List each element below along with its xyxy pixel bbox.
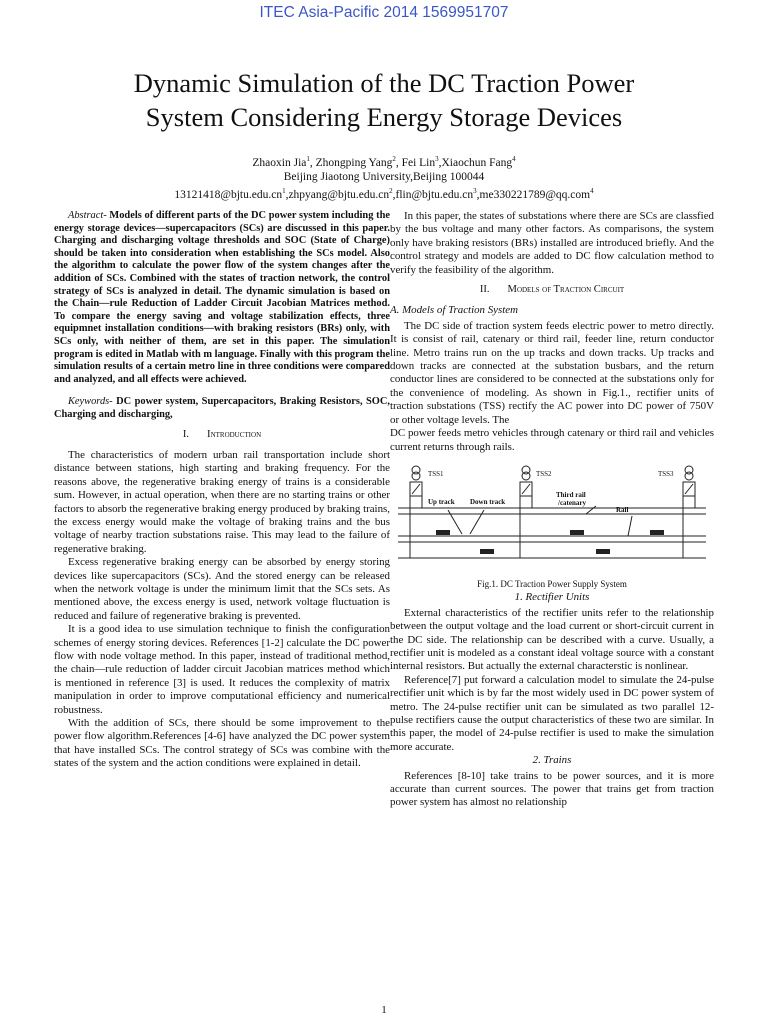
intro-paragraph-3: It is a good idea to use simulation technique to finish the configuration schemes of energy storing devices. References [1-2] calculate the DC power flow with node voltage method. In this paper, instead of traditional method, the chain—rule reduction of ladder circuit Jacobian matrices method which is mentioned in reference [3] is used. It reduces the complexity of matrix manipulation in order to improve computational efficiency and numerical robustness.: [54, 623, 390, 716]
author-affiliation: Beijing Jiaotong University,Beijing 100044: [283, 170, 485, 183]
transformer-icon: [412, 472, 420, 480]
label-catenary: /catenary: [558, 498, 586, 507]
transformer-icon: [685, 472, 693, 480]
intro-paragraph-4: With the addition of SCs, there should be some improvement to the power flow algorithm.References [4-6] have analyzed the DC power system that have installed SCs. The control strategy of SCs was combine with the states of the system and the action conditions were explained in detail.: [54, 717, 390, 770]
label-tss2: TSS2: [536, 469, 552, 478]
right-paragraph-3: DC power feeds metro vehicles through catenary or third rail and vehicles current returns through rails.: [390, 427, 714, 453]
figure-1-caption: Fig.1. DC Traction Power Supply System: [477, 578, 627, 589]
abstract: Abstract- Models of different parts of the DC power system including the energy storage devices—supercapacitors (SCs) are discussed in this paper. Charging and discharging voltage thresholds and SOC (State of Charge) should be taken into consideration when establishing the SCs model. Also the algorithm to calculate the power flow of the system changes after the addition of SCs. Combined with the states of traction network, the control strategy of SCs is analyzed in detail. The dynamic simulation is based on the Chain—rule Reduction of Ladder Circuit Jacobian Matrices method. To compare the energy saving and voltage stabilization effects, three equipmnet installation conditions—with braking resistors (BRs) only, with SCs only, with neither of them, are set in this paper. The simulation program is edited in Matlab with m language. Finally with this program the simulation results of a certain metro line in three conditions were compared and analyzed, and all effects were achieved.: [54, 210, 390, 385]
traction-circuit-svg: [396, 462, 712, 574]
paper-title: [40, 66, 728, 134]
subsection-heading-rectifier: 1. Rectifier Units: [514, 591, 590, 604]
label-third-rail: Third rail: [556, 490, 586, 499]
title-line-2: System Considering Energy Storage Devices: [145, 102, 623, 132]
label-tss3: TSS3: [658, 469, 674, 478]
right-column: [390, 210, 714, 810]
author-emails: $13121418@bjtu.edu.cn^1,zhpyang@bjtu.edu.cn^2,flin@bjtu.edu.cn^3,me330221789@qq.com^4$: [174, 186, 594, 201]
figure-1-diagram: [396, 462, 712, 574]
author-names: Zhaoxin Jia$^1$, Zhongping Yang$^2$, Fei Lin$^3$,Xiaochun Fang$^4$: [252, 155, 516, 169]
label-up-track: Up track: [428, 497, 455, 506]
intro-paragraph-1: The characteristics of modern urban rail transportation include short distance between stations, high starting and braking frequency. For the reasons above, the regenerative braking energy of trains is a considerable sum. However, in actual operation, when there are no starting trains or other factors to absorb the regenerative braking energy produced by braking trains, the excess energy would make the voltage of braking trains and the bus voltage of nearby traction substations raise. This may lead to the failure of regenerative braking.: [54, 448, 390, 555]
title-line-1: Dynamic Simulation of the DC Traction Power: [133, 68, 635, 98]
right-paragraph-2: The DC side of traction system feeds electric power to metro directly. It is consist of rail, catenary or third rail, feeder line, return conductor line. Metro trains run on the up tracks and down tracks. Up tracks and down tracks are connected at the substation busbars, and the return conductor lines are considered to be connected at the substations only for the convenience of modeling. As shown in Fig.1., rectifier units of traction substations (TSS) rectify the AC power into DC power of 750V or other voltage levels. The: [390, 319, 714, 426]
conference-header: ITEC Asia-Pacific 2014 1569951707: [259, 4, 509, 21]
right-paragraph-4: External characteristics of the rectifier units refer to the relationship between the output voltage and the load current or short-circuit current in the DC side. The relationship can be described with a curve. Usually, a rectifier unit is modeled as a constant ideal voltage source with a constant internal resistors. But actually the external characterstic is nonlinear.: [390, 606, 714, 673]
left-column: [54, 210, 390, 771]
right-paragraph-5: Reference[7] put forward a calculation model to simulate the 24-pulse rectifier unit which is by far the most widely used in DC power system of metro. The 24-pulse rectifier unit can be simulated as two parallel 12-pulse rectifiers cause the output characteristics of these two are similar. In this paper, the model of 24-pulse rectifier is used to make the simulation more accurate.: [390, 673, 714, 753]
subsection-heading-trains: 2. Trains: [532, 754, 572, 767]
label-down-track: Down track: [470, 497, 506, 506]
section-heading-models: II. Models of Traction Circuit: [479, 284, 625, 296]
right-paragraph-6: References [8-10] take trains to be power sources, and it is more accurate than current sources. The power that trains get from traction power system has almost no relationship: [390, 769, 714, 809]
label-rail: Rail: [616, 505, 629, 514]
intro-paragraph-2: Excess regenerative braking energy can be absorbed by energy storing devices like supercapacitors (SCs). And the stored energy can be released when the network voltage is under the minimum limit that the SCs sets. As mentioned above, the excess energy is used, network voltage fluctuation is reduced and failure of regenerative braking is prevented.: [54, 556, 390, 622]
page-number: 1: [381, 1004, 387, 1016]
author-block: [60, 152, 708, 202]
label-tss1: TSS1: [428, 469, 444, 478]
keywords: Keywords- DC power system, Supercapacitors, Braking Resistors, SOC, Charging and discharging,: [54, 396, 390, 420]
transformer-icon: [522, 472, 530, 480]
right-paragraph-1: In this paper, the states of substations where there are SCs are classfied by the bus voltage and many other factors. As comparisons, the system only have braking resistors (BRs) installed are introduced briefly. And the control strategy and models are added to DC flow calculation method to verify the feasibility of the algorithm.: [390, 210, 714, 276]
subsection-heading-a: A. Models of Traction System: [390, 304, 518, 317]
section-heading-introduction: I. Introduction: [182, 428, 262, 440]
